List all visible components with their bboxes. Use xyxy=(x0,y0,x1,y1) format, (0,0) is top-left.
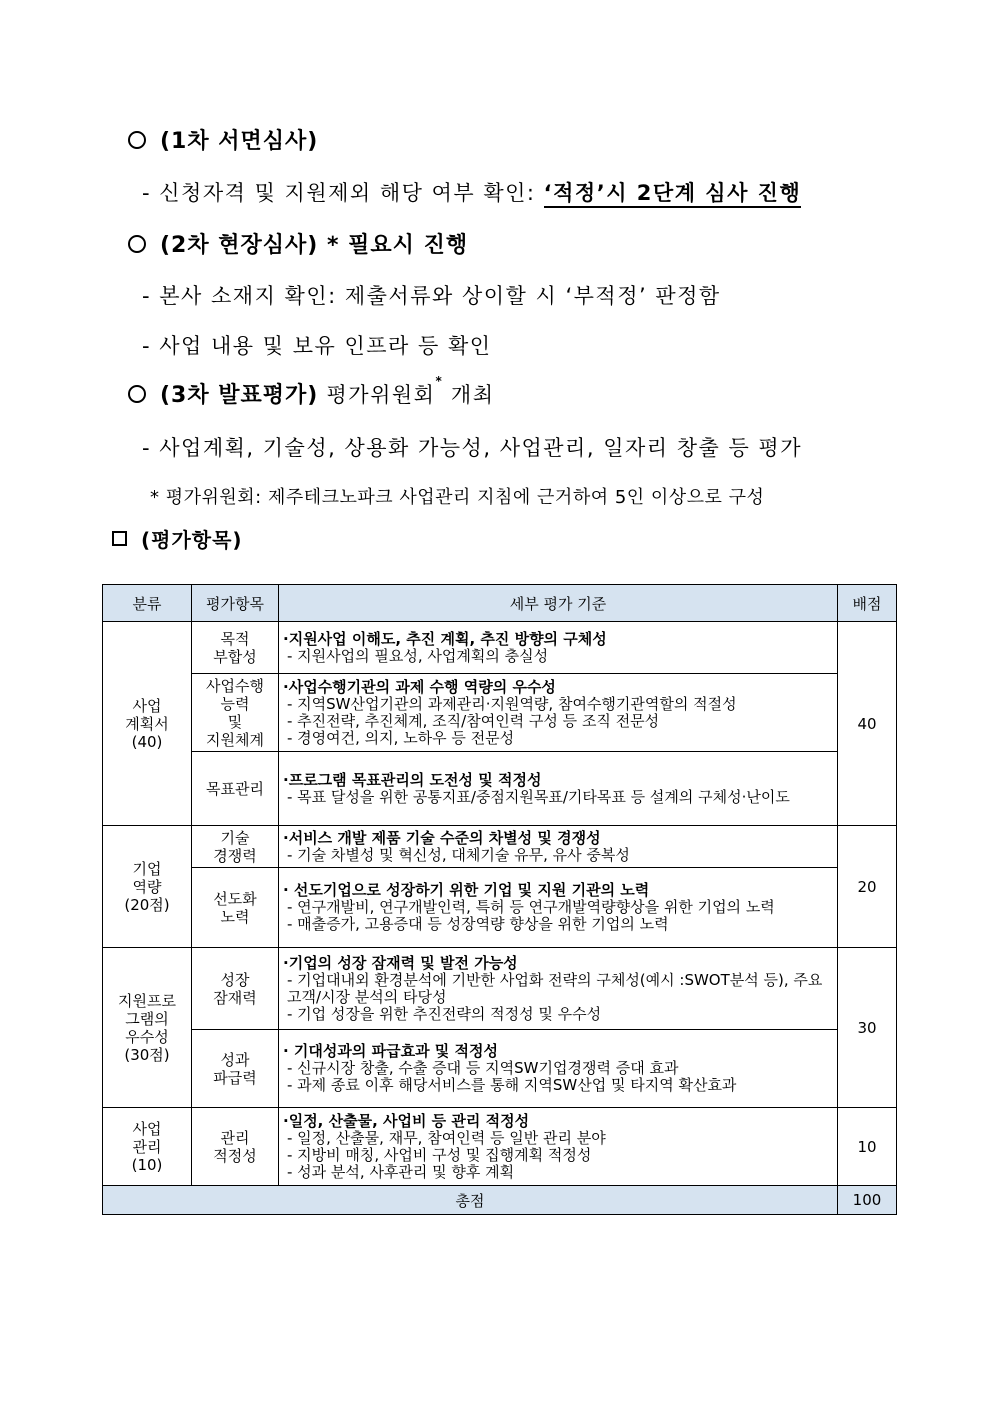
total-row xyxy=(103,1186,897,1215)
criteria-cell xyxy=(279,868,838,948)
criteria-heading: ·사업수행기관의 과제 수행 역량의 우수성 xyxy=(283,677,556,696)
table-row xyxy=(103,752,897,826)
criteria-heading: ·지원사업 이해도, 추진 계획, 추진 방향의 구체성 xyxy=(283,629,607,648)
criteria-detail: - 성과 분석, 사후관리 및 향후 계획 xyxy=(287,1162,515,1181)
section-2-title: (2차 현장심사) * 필요시 진행 xyxy=(128,228,468,259)
table-body xyxy=(103,622,897,1186)
score-cell: 30 xyxy=(838,948,897,1108)
table-row xyxy=(103,674,897,752)
section-3-line: - 사업계획, 기술성, 상용화 가능성, 사업관리, 일자리 창출 등 평가 xyxy=(142,436,803,460)
header-item: 평가항목 xyxy=(192,585,279,622)
criteria-detail: - 추진전략, 추진체계, 조직/참여인력 구성 등 조직 전문성 xyxy=(287,711,660,730)
footnote: * 평가위원회: 제주테크노파크 사업관리 지침에 근거하여 5인 이상으로 구성 xyxy=(150,487,765,508)
criteria-detail: - 목표 달성을 위한 공통지표/중점지원목표/기타목표 등 설계의 구체성·난이도 xyxy=(287,787,790,806)
total-score: 100 xyxy=(838,1186,897,1215)
criteria-detail: - 기업대내외 환경분석에 기반한 사업화 전략의 구체성(예시 :SWOT분석 등), 주요 고객/시장 분석의 타당성 xyxy=(287,970,823,1006)
category-cell: 사업 계획서 (40) xyxy=(103,622,192,826)
score-cell: 10 xyxy=(838,1108,897,1186)
criteria-cell xyxy=(279,752,838,826)
category-cell: 지원프로 그램의 우수성 (30점) xyxy=(103,948,192,1108)
criteria-detail: - 경영여건, 의지, 노하우 등 전문성 xyxy=(287,728,515,747)
eval-heading: (평가항목) xyxy=(112,524,243,553)
table-row xyxy=(103,1108,897,1186)
criteria-cell xyxy=(279,622,838,674)
header-category: 분류 xyxy=(103,585,192,622)
item-cell: 선도화 노력 xyxy=(192,868,279,948)
circle-bullet-icon xyxy=(128,131,146,149)
square-bullet-icon xyxy=(112,531,127,546)
criteria-cell xyxy=(279,826,838,868)
circle-bullet-icon xyxy=(128,385,146,403)
criteria-detail: - 지방비 매칭, 사업비 구성 및 집행계획 적정성 xyxy=(287,1145,592,1164)
table-row xyxy=(103,868,897,948)
emphasis-text: ‘적정’시 2단계 심사 진행 xyxy=(544,181,802,208)
criteria-detail: - 신규시장 창출, 수출 증대 등 지역SW기업경쟁력 증대 효과 xyxy=(287,1059,679,1077)
item-cell: 성과 파급력 xyxy=(192,1030,279,1108)
criteria-cell xyxy=(279,948,838,1030)
circle-bullet-icon xyxy=(128,235,146,253)
header-score: 배점 xyxy=(838,585,897,622)
criteria-detail: - 지원사업의 필요성, 사업계획의 충실성 xyxy=(287,646,549,665)
total-label: 총점 xyxy=(103,1186,838,1215)
table-row xyxy=(103,622,897,674)
evaluation-table xyxy=(102,584,897,1215)
score-cell: 40 xyxy=(838,622,897,826)
criteria-heading: ·프로그램 목표관리의 도전성 및 적정성 xyxy=(283,770,542,789)
item-cell: 기술 경쟁력 xyxy=(192,826,279,868)
criteria-detail: - 매출증가, 고용증대 등 성장역량 향상을 위한 기업의 노력 xyxy=(287,915,669,933)
header-criteria: 세부 평가 기준 xyxy=(279,585,838,622)
table-row xyxy=(103,948,897,1030)
category-cell: 기업 역량 (20점) xyxy=(103,826,192,948)
criteria-heading: ·일정, 산출물, 사업비 등 관리 적정성 xyxy=(283,1111,530,1130)
criteria-cell xyxy=(279,1030,838,1108)
criteria-heading: ·기업의 성장 잠재력 및 발전 가능성 xyxy=(283,953,518,972)
section-1-line: - 신청자격 및 지원제외 해당 여부 확인: ‘적정’시 2단계 심사 진행 xyxy=(142,177,801,207)
item-cell: 성장 잠재력 xyxy=(192,948,279,1030)
criteria-cell xyxy=(279,1108,838,1186)
criteria-heading: · 기대성과의 파급효과 및 적정성 xyxy=(283,1042,498,1060)
criteria-detail: - 지역SW산업기관의 과제관리·지원역량, 참여수행기관역할의 적절성 xyxy=(287,694,737,713)
item-cell: 목적 부합성 xyxy=(192,622,279,674)
table-row xyxy=(103,826,897,868)
score-cell: 20 xyxy=(838,826,897,948)
criteria-cell xyxy=(279,674,838,752)
criteria-heading: · 선도기업으로 성장하기 위한 기업 및 지원 기관의 노력 xyxy=(283,881,650,899)
section-1-title: (1차 서면심사) xyxy=(128,124,318,155)
section-2-line-2: - 사업 내용 및 보유 인프라 등 확인 xyxy=(142,334,492,358)
criteria-detail: - 기술 차별성 및 혁신성, 대체기술 유무, 유사 중복성 xyxy=(287,845,630,864)
criteria-detail: - 연구개발비, 연구개발인력, 특허 등 연구개발역량향상을 위한 기업의 노력 xyxy=(287,898,775,916)
item-cell: 사업수행 능력 및 지원체계 xyxy=(192,674,279,752)
category-cell: 사업 관리 (10) xyxy=(103,1108,192,1186)
criteria-detail: - 과제 종료 이후 해당서비스를 통해 지역SW산업 및 타지역 확산효과 xyxy=(287,1076,737,1094)
item-cell: 관리 적정성 xyxy=(192,1108,279,1186)
criteria-detail: - 기업 성장을 위한 추진전략의 적정성 및 우수성 xyxy=(287,1004,602,1023)
criteria-heading: ·서비스 개발 제품 기술 수준의 차별성 및 경쟁성 xyxy=(283,828,601,847)
criteria-detail: - 일정, 산출물, 재무, 참여인력 등 일반 관리 분야 xyxy=(287,1128,606,1147)
section-2-line-1: - 본사 소재지 확인: 제출서류와 상이할 시 ‘부적정’ 판정함 xyxy=(142,284,721,308)
section-3-title: (3차 발표평가) 평가위원회* 개최 xyxy=(128,378,494,409)
item-cell: 목표관리 xyxy=(192,752,279,826)
table-row xyxy=(103,1030,897,1108)
table-header-row xyxy=(103,585,897,622)
